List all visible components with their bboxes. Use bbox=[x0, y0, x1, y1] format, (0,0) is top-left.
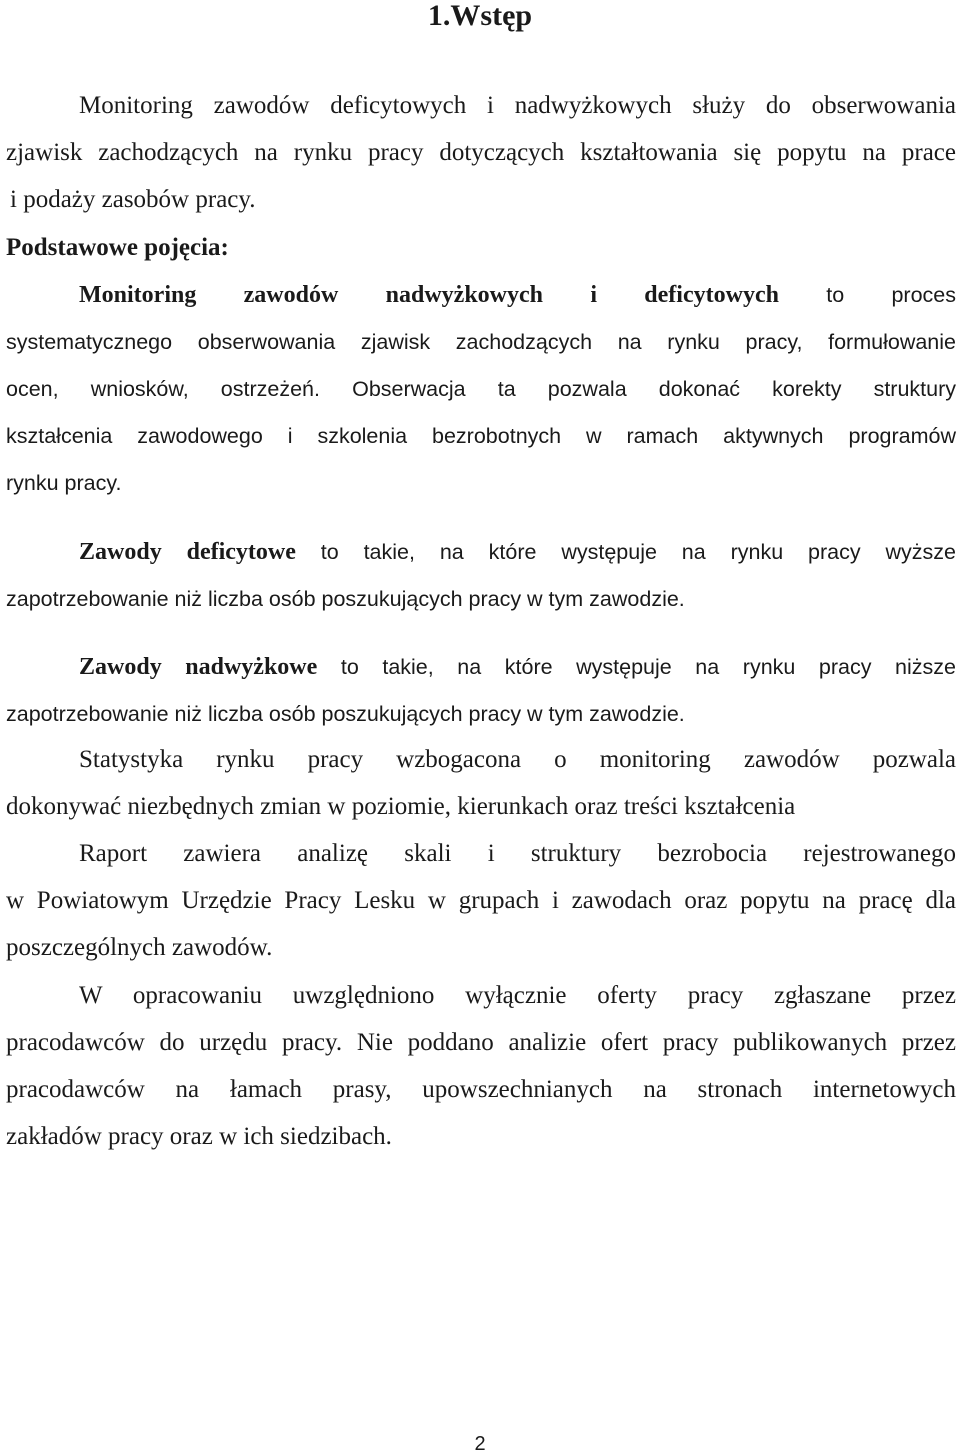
scope-line-3: pracodawców na łamach prasy, upowszechnianych na stronach internetowych bbox=[6, 1076, 956, 1103]
scope-line-1: W opracowaniu uwzględniono wyłącznie oferty pracy zgłaszane przez bbox=[79, 982, 956, 1009]
intro-line-3: i podaży zasobów pracy. bbox=[10, 186, 256, 213]
definition-monitoring-line-2: systematycznego obserwowania zjawisk zachodzących na rynku pracy, formułowanie bbox=[6, 330, 956, 354]
section-heading: 1.Wstęp bbox=[427, 0, 533, 32]
definition-deficit-line-1: Zawody deficytowe to takie, na które występuje na rynku pracy wyższe bbox=[79, 539, 956, 565]
statistics-line-2: dokonywać niezbędnych zmian w poziomie, kierunkach oraz treści kształcenia bbox=[6, 793, 796, 820]
intro-line-1: Monitoring zawodów deficytowych i nadwyżkowych służy do obserwowania bbox=[79, 92, 956, 119]
report-line-3: poszczególnych zawodów. bbox=[6, 934, 273, 961]
report-line-1: Raport zawiera analizę skali i struktury bezrobocia rejestrowanego bbox=[79, 840, 956, 867]
report-line-2: w Powiatowym Urzędzie Pracy Lesku w grupach i zawodach oraz popytu na pracę dla bbox=[6, 887, 956, 914]
page-number: 2 bbox=[474, 1433, 486, 1455]
definition-surplus-line-2: zapotrzebowanie niż liczba osób poszukujących pracy w tym zawodzie. bbox=[6, 702, 685, 726]
term-surplus: Zawody nadwyżkowe bbox=[79, 654, 318, 680]
term-deficit: Zawody deficytowe bbox=[79, 539, 296, 565]
concepts-title: Podstawowe pojęcia: bbox=[6, 234, 229, 261]
scope-line-2: pracodawców do urzędu pracy. Nie poddano analizie ofert pracy publikowanych przez bbox=[6, 1029, 956, 1056]
definition-deficit-line-2: zapotrzebowanie niż liczba osób poszukujących pracy w tym zawodzie. bbox=[6, 587, 685, 611]
scope-line-4: zakładów pracy oraz w ich siedzibach. bbox=[6, 1123, 392, 1150]
definition-monitoring-line-3: ocen, wniosków, ostrzeżeń. Obserwacja ta pozwala dokonać korekty struktury bbox=[6, 377, 956, 401]
definition-monitoring-line-1: Monitoring zawodów nadwyżkowych i deficytowych to proces bbox=[79, 282, 956, 308]
definition-monitoring-line-5: rynku pracy. bbox=[6, 471, 122, 495]
definition-surplus-line-1: Zawody nadwyżkowe to takie, na które występuje na rynku pracy niższe bbox=[79, 654, 956, 680]
term-monitoring: Monitoring zawodów nadwyżkowych i deficytowych bbox=[79, 282, 779, 308]
statistics-line-1: Statystyka rynku pracy wzbogacona o monitoring zawodów pozwala bbox=[79, 746, 956, 773]
definition-monitoring-line-4: kształcenia zawodowego i szkolenia bezrobotnych w ramach aktywnych programów bbox=[6, 424, 956, 448]
intro-line-2: zjawisk zachodzących na rynku pracy dotyczących kształtowania się popytu na prace bbox=[6, 139, 956, 166]
